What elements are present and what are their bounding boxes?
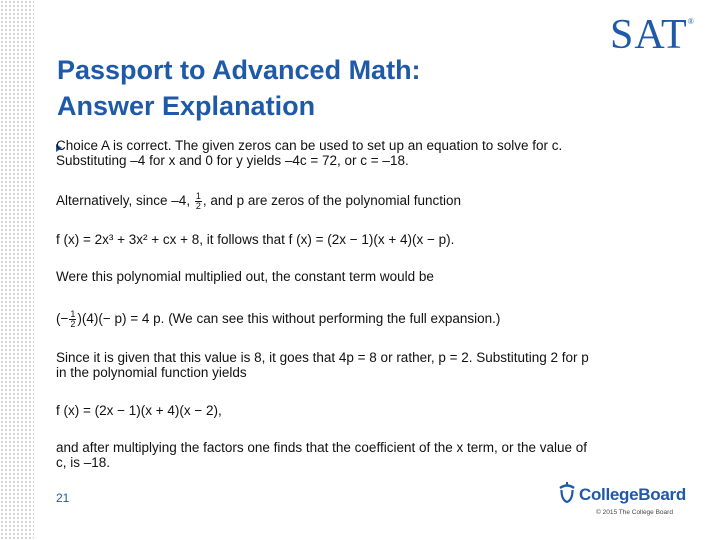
p1-line-1: Choice A is correct. The given zeros can be used to set up an equation to solve for c. bbox=[56, 138, 563, 153]
acorn-icon bbox=[558, 481, 576, 508]
copyright-notice: © 2015 The College Board bbox=[596, 509, 673, 516]
brand-name: CollegeBoard bbox=[579, 484, 686, 504]
fraction-numerator: 1 bbox=[195, 191, 201, 201]
fraction-numerator: 1 bbox=[70, 309, 76, 319]
answer-paragraph-6 bbox=[56, 350, 656, 380]
p1-line-2: Substituting –4 for x and 0 for y yields –4c = 72, or c = –18. bbox=[56, 153, 409, 168]
p2-text-after: , and p are zeros of the polynomial function bbox=[202, 193, 462, 209]
sat-logo-text: SAT bbox=[610, 12, 688, 58]
college-board-logo bbox=[558, 481, 686, 508]
title-line-2: Answer Explanation bbox=[57, 91, 316, 121]
dotted-margin bbox=[0, 0, 34, 540]
answer-paragraph-1 bbox=[56, 138, 656, 168]
p2-text-before: Alternatively, since –4, bbox=[56, 193, 191, 209]
p5-open: (− bbox=[56, 311, 69, 327]
answer-paragraph-2 bbox=[56, 192, 656, 211]
sat-logo bbox=[610, 14, 695, 56]
p6-line-1: Since it is given that this value is 8, it goes that 4p = 8 or rather, p = 2. Substituting 2 for p bbox=[56, 350, 589, 365]
answer-paragraph-3: f (x) = 2x³ + 3x² + cx + 8, it follows that f (x) = (2x − 1)(x + 4)(x − p). bbox=[56, 232, 455, 247]
fraction-denominator: 2 bbox=[70, 319, 76, 329]
p8-line-1: and after multiplying the factors one finds that the coefficient of the x term, or the value of bbox=[56, 440, 588, 455]
p8-line-2: c, is –18. bbox=[56, 455, 111, 470]
fraction-denominator: 2 bbox=[195, 201, 201, 211]
answer-paragraph-7: f (x) = (2x − 1)(x + 4)(x − 2), bbox=[56, 403, 222, 418]
answer-paragraph-5 bbox=[56, 310, 656, 329]
p6-line-2: in the polynomial function yields bbox=[56, 365, 247, 380]
fraction-one-half bbox=[195, 192, 202, 211]
fraction-one-half-2 bbox=[69, 310, 76, 329]
answer-paragraph-4: Were this polynomial multiplied out, the constant term would be bbox=[56, 269, 434, 284]
title-line-1: Passport to Advanced Math: bbox=[57, 55, 421, 85]
answer-paragraph-8 bbox=[56, 440, 656, 470]
slide-title bbox=[57, 52, 421, 124]
page-number: 21 bbox=[56, 491, 70, 505]
p5-text-after: )(4)(− p) = 4 p. (We can see this without performing the full expansion.) bbox=[77, 311, 501, 327]
registered-mark: ® bbox=[687, 17, 695, 26]
